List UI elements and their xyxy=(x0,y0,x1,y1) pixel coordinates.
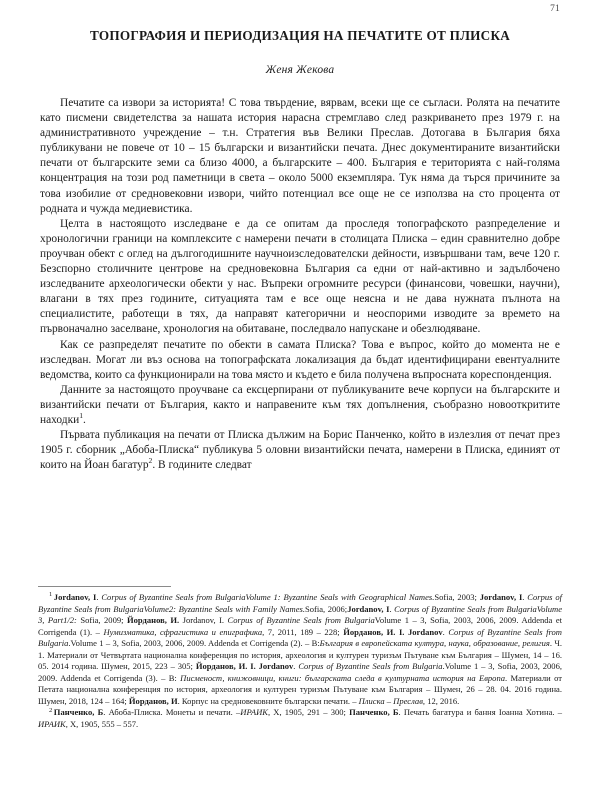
footnote-run: Sofia, 2003; xyxy=(434,592,480,602)
footnote-item xyxy=(38,707,562,730)
footnote-run: . xyxy=(96,592,102,602)
footnote-run: .Volume 1 – 3, Sofia, 2003, 2006, 2009. Addenda et Corrigenda (3). – В: xyxy=(38,661,562,683)
footnote-run: . Абоба-Плиска. Монеты и печати. – xyxy=(103,707,241,718)
footnote-run: Jordanov, I xyxy=(347,603,390,614)
footnote-run: , 12, 2016. xyxy=(422,695,460,706)
footnote-run: Йорданов, И. I. Jordanov xyxy=(195,661,294,672)
body-paragraph-tail: . xyxy=(83,413,86,426)
body-paragraph: Целта в настоящото изследване е да се опитам да проследя топографското разпределение и хронологични граници на комплексите с намерени печати в столицата Плиска – един сравнително добре проучван обект с оглед на дългогодишните научноизследователски дейности, извършвани там, вече 120 г. Безспорно столичните центрове на средновековна България са едни от най-активно и задълбочено изследваните археологически обекти у нас. Въпреки огромните ресурси (финансови, човешки, научни), влагани в тях през годините, ситуацията там е все още неясна и не дава нужната пълнота на специалистите, работещи в тях, да направят категорични и неоспорими изводите за времето на първоначално заселване, хронология на обитаване, последвало напускане и обезлюдяване. xyxy=(40,217,560,336)
footnote-run: Jordanov, I. xyxy=(179,615,228,626)
footnote-ref-1[interactable]: 1 xyxy=(79,411,84,421)
footnote-run: ИРАИК xyxy=(38,719,66,730)
footnote-run: Jordanov, I xyxy=(53,592,97,602)
footnote-run: . Материали от Петата национална конференция по история, археология и културен туризъм Пътуване към България – Шумен, 26 – 28. 04. 2016 година. Шумен, 2018, 124 – 164; xyxy=(38,672,563,706)
footnote-run: . xyxy=(389,603,395,614)
footnote-run: Volume2: xyxy=(143,603,179,614)
footnote-run: Corpus of Byzantine Seals from Bulgaria xyxy=(38,626,562,649)
footnote-run: , 7, 2011, 189 – 228; xyxy=(262,626,344,637)
footnote-run: .Volume 1 – 3, Sofia, 2003, 2006, 2009. Addenda et Corrigenda (2). – В: xyxy=(68,638,320,649)
footnote-run: Jordanov, I xyxy=(479,592,523,602)
footnote-run: . xyxy=(442,626,449,637)
footnote-run: . Печать багатура и бання Іоанна Хотина. – xyxy=(398,707,562,718)
footnote-list xyxy=(38,592,562,731)
footnote-run: Плиска – Преслав xyxy=(358,695,423,706)
body-text xyxy=(40,96,560,473)
body-paragraph: Печатите са извори за историята! С това твърдение, вярвам, всеки ще се съгласи. Ролята на печатите като писмени свидетелства за нашата история нарасна стремглаво след разкриването през 1979 г. на административното учреждение – т.н. Стратегия във Велики Преслав. Дотогава в България бяха публикувани не повече от 10 – 15 български и византийски печата. Днес документираните византийски печати от българските земи са близо 4000, а българските – 400. България е територията с най-голяма концентрация на този род паметници в света – около 5000 екземпляра. Тук няма да търся причините за това изобилие от средновековни извори, чийто потенциал все още не се използва на сто процента от родната и чужда медиевистика. xyxy=(40,97,560,215)
body-paragraph: Как се разпределят печатите по обекти в самата Плиска? Това е въпрос, който до момента не е изследван. Могат ли въз основа на топографската локализация да бъдат идентифицирани евентуалните ведомства, които са функционирали на това място и където е била получена въпросната кореспонденция. xyxy=(40,338,560,381)
footnote-run: България в европейската култура, наука, образование, религия xyxy=(319,638,550,649)
page-title: ТОПОГРАФИЯ И ПЕРИОДИЗАЦИЯ НА ПЕЧАТИТЕ ОТ ПЛИСКА xyxy=(89,28,511,43)
footnote-run: Панченко, Б xyxy=(349,707,399,718)
footnote-run: Volume 1 – 3, Sofia, 2003, 2006, 2009. Addenda et Corrigenda (1). – xyxy=(38,615,562,637)
footnote-run: , X, 1905, 555 – 557. xyxy=(65,719,139,730)
footnote-marker: 1 xyxy=(49,591,53,599)
footnote-run: ИРАИК xyxy=(240,707,268,718)
body-paragraph-text: Първата публикация на печати от Плиска дължим на Борис Панченко, който в излезлия от печат през 1905 г. сборник „Абоба-Плиска“ публикува 5 оловни византийски печата, намерени в Плиска, единият от които на Йоан багатур xyxy=(40,429,560,472)
footnote-run: Volume 1: xyxy=(245,592,284,602)
footnote-marker: 2 xyxy=(49,706,53,714)
footnote-run: Писменост, книжовници, книги: българската следа в културната история на Европа xyxy=(180,672,506,683)
footnote-run: Byzantine Seals with Geographical Names. xyxy=(283,592,435,602)
footnote-run: Нумизматика, сфрагистика и епиграфика xyxy=(103,626,263,637)
footnote-run: Панченко, Б xyxy=(53,707,104,718)
page-folio: 71 xyxy=(550,4,560,14)
footnote-run: Йорданов, И. I. Jordanov xyxy=(343,626,443,637)
footnote-run: . xyxy=(522,592,528,602)
footnote-run: Corpus of Byzantine Seals from Bulgaria xyxy=(227,615,375,626)
footnote-run: . Корпус на средновековните български печати. – xyxy=(177,695,359,706)
footnote-run: Sofia, 2006; xyxy=(304,603,348,614)
body-paragraph-text: Данните за настоящото проучване са ексцерпирани от публикуваните вече корпуси на българските и византийски печати от България, както и направените към тях допълнения, съобразно новооткритите находки xyxy=(40,383,560,426)
footnote-separator-rule xyxy=(38,586,171,587)
footnote-run: Corpus of Byzantine Seals from Bulgaria xyxy=(101,592,246,602)
footnote-item xyxy=(38,592,562,707)
body-paragraph xyxy=(40,428,560,473)
footnote-run: Volume 3, Part1/2: xyxy=(38,603,562,626)
footnote-run: Йорданов, И xyxy=(128,695,178,706)
footnote-run: . xyxy=(293,661,299,672)
footnote-run: Corpus of Byzantine Seals from Bulgaria xyxy=(298,661,443,672)
body-paragraph xyxy=(40,383,560,428)
footnote-run: Corpus of Byzantine Seals from Bulgaria xyxy=(394,603,537,614)
body-paragraph-tail: . В годините следват xyxy=(152,459,252,472)
author-name: Женя Жекова xyxy=(265,64,335,76)
footnote-run: Sofia, 2009; xyxy=(76,615,127,626)
footnote-run: , X, 1905, 291 – 300; xyxy=(267,707,350,718)
footnote-run: Byzantine Seals with Family Names. xyxy=(178,603,305,614)
footnote-run: Йорданов, И. xyxy=(127,615,180,626)
footnote-run: Corpus of Byzantine Seals from Bulgaria xyxy=(38,592,562,614)
footnote-run: . Ч. 1. Материали от Четвъртата национална конференция по история, археология и културен туризъм Пътуване към България – Шумен, 14 – 16. 05. 2014 година. Шумен, 2015, 223 – 305; xyxy=(38,638,563,672)
footnote-ref-2[interactable]: 2 xyxy=(148,456,153,466)
